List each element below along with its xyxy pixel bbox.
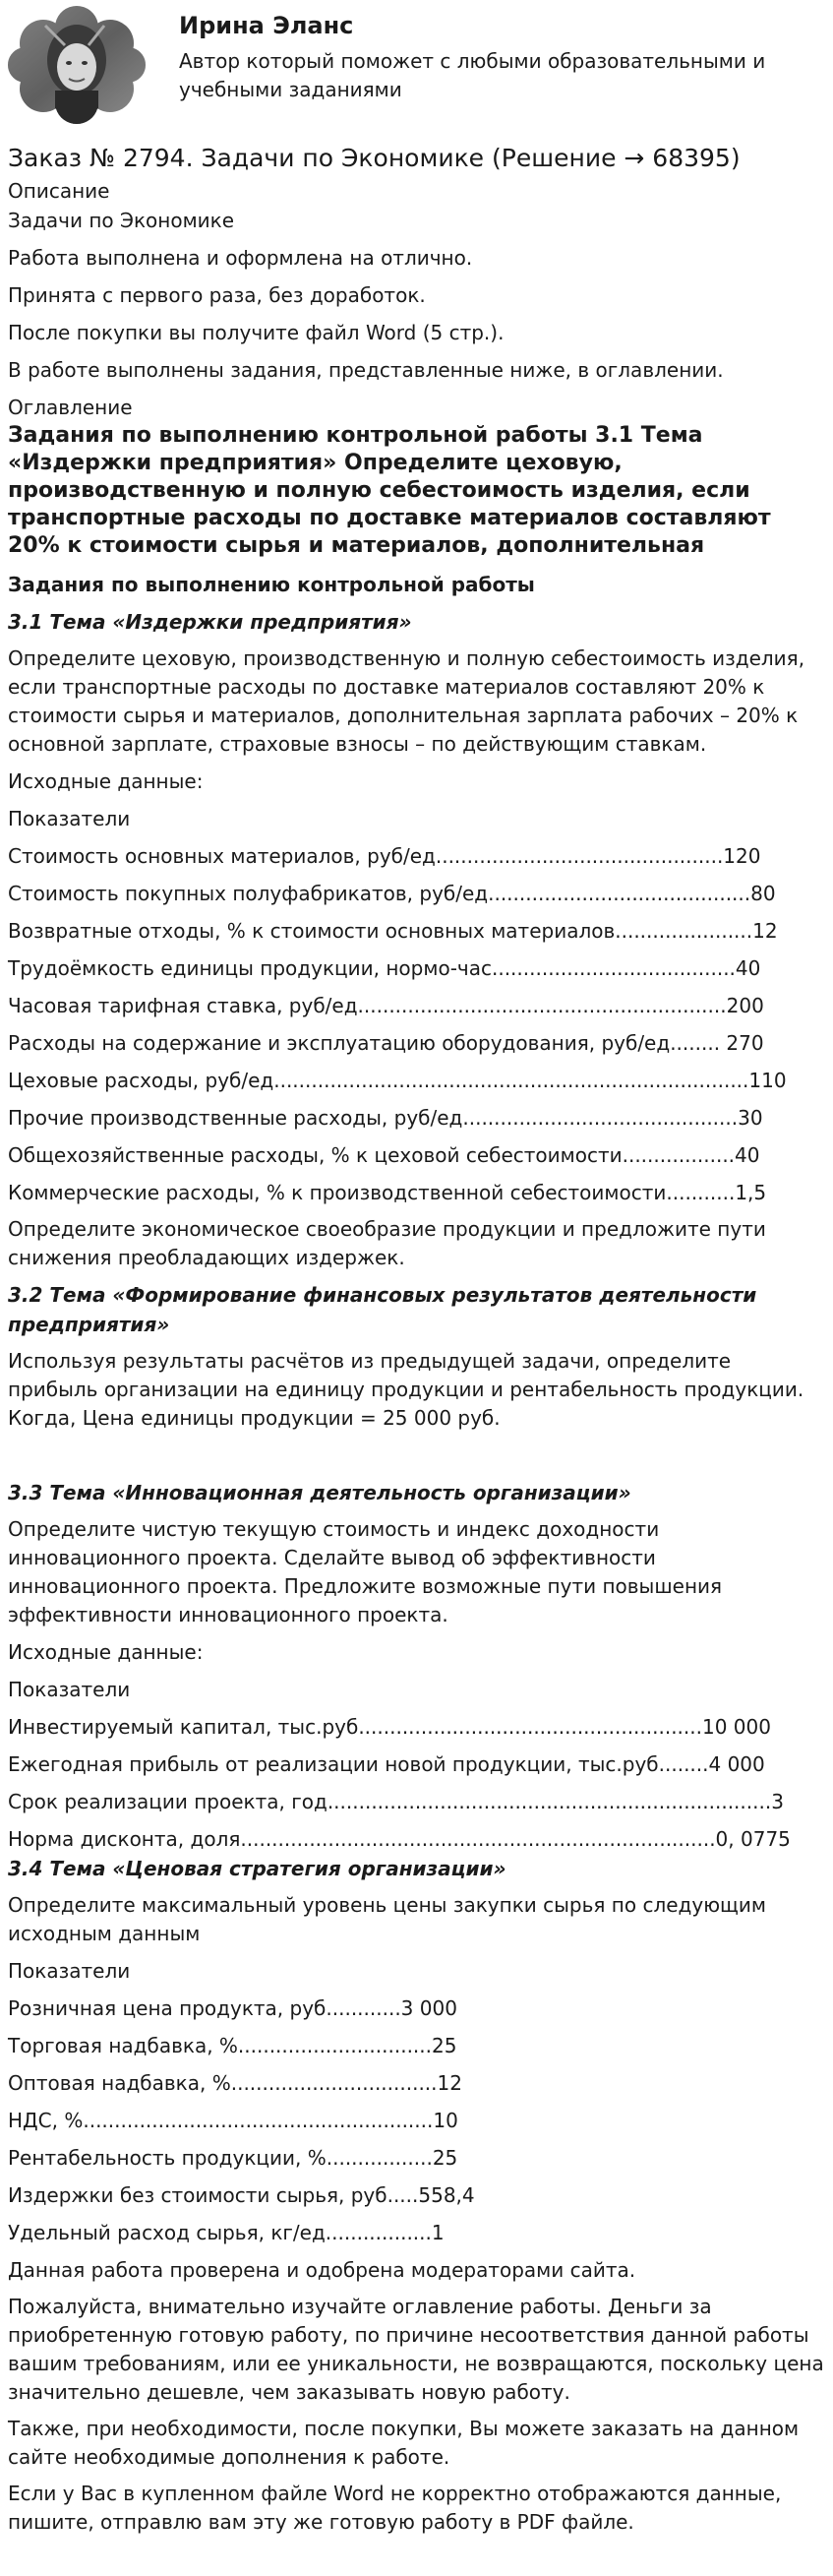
toc-heading: Задания по выполнению контрольной работы 3.1 Тема «Издержки предприятия» Определите цеховую, производственную и полную себестоимость изделия, если транспортные расходы по доставке материалов составляют 20% к стоимости сырья и материалов, дополнительная xyxy=(8,423,771,558)
topic-3-1-task: Определите цеховую, производственную и полную себестоимость изделия, если транспортные расходы по доставке материалов составляют 20% к стоимости сырья и материалов, дополнительная зарплата рабочих – 20% к основной зарплате, страховые взносы – по действующим ставкам. xyxy=(8,646,805,756)
topic-3-4-title: 3.4 Тема «Ценовая стратегия организации» xyxy=(8,1857,506,1880)
description-label: Описание xyxy=(8,179,110,203)
order-title: Заказ № 2794. Задачи по Экономике (Решение → 68395) xyxy=(8,144,741,172)
source-data-label: Исходные данные: xyxy=(8,1640,204,1664)
indicator-row: Прочие производственные расходы, руб/ед............................................30 xyxy=(8,1106,763,1130)
description-subject: Задачи по Экономике xyxy=(8,209,235,232)
author-description: Автор который поможет с любыми образовательными и учебными заданиями xyxy=(179,49,766,101)
source-data-label: Исходные данные: xyxy=(8,769,204,793)
order-content xyxy=(8,141,824,2545)
topic-3-3-title: 3.3 Тема «Инновационная деятельность организации» xyxy=(8,1481,631,1504)
topic-3-4-task: Определите максимальный уровень цены закупки сырья по следующим исходным данным xyxy=(8,1893,766,1945)
indicator-row: Торговая надбавка, %...............................25 xyxy=(8,2034,457,2057)
indicator-row: Цеховые расходы, руб/ед............................................................................110 xyxy=(8,1069,787,1092)
indicator-row: Ежегодная прибыль от реализации новой продукции, тыс.руб........4 000 xyxy=(8,1752,765,1776)
indicator-row: Стоимость покупных полуфабрикатов, руб/ед..........................................80 xyxy=(8,882,776,905)
author-avatar[interactable] xyxy=(6,6,148,124)
indicator-row: Инвестируемый капитал, тыс.руб.......................................................10 000 xyxy=(8,1715,771,1739)
footer-line: Если у Вас в купленном файле Word не корректно отображаются данные, пишите, отправлю вам эту же готовую работу в PDF файле. xyxy=(8,2482,782,2534)
indicator-row: Возвратные отходы, % к стоимости основных материалов......................12 xyxy=(8,919,778,943)
toc-label: Оглавление xyxy=(8,396,133,419)
indicator-row: Расходы на содержание и эксплуатацию оборудования, руб/ед........ 270 xyxy=(8,1031,764,1055)
indicator-row: Стоимость основных материалов, руб/ед..............................................120 xyxy=(8,844,761,868)
topic-3-1-title: 3.1 Тема «Издержки предприятия» xyxy=(8,610,412,634)
indicator-row: Удельный расход сырья, кг/ед.................1 xyxy=(8,2221,445,2244)
footer-line: Также, при необходимости, после покупки, Вы можете заказать на данном сайте необходимые дополнения к работе. xyxy=(8,2417,800,2469)
description-line: После покупки вы получите файл Word (5 стр.). xyxy=(8,321,505,344)
indicator-row: Издержки без стоимости сырья, руб.....558,4 xyxy=(8,2183,475,2207)
indicators-label: Показатели xyxy=(8,1959,131,1983)
topic-3-1-conclusion: Определите экономическое своеобразие продукции и предложите пути снижения преобладающих издержек. xyxy=(8,1217,766,1269)
indicator-row: Розничная цена продукта, руб............3 000 xyxy=(8,1996,457,2020)
indicator-row: Часовая тарифная ставка, руб/ед...........................................................200 xyxy=(8,994,764,1017)
indicator-row: Оптовая надбавка, %.................................12 xyxy=(8,2071,462,2095)
description-line: Работа выполнена и оформлена на отлично. xyxy=(8,246,473,270)
topic-3-2-task: Используя результаты расчётов из предыдущей задачи, определите прибыль организации на единицу продукции и рентабельность продукции. Когда, Цена единицы продукции = 25 000 руб. xyxy=(8,1349,804,1430)
footer-line: Пожалуйста, внимательно изучайте оглавление работы. Деньги за приобретенную готовую работу, по причине несоответствия данной работы вашим требованиям, или ее уникальности, не возвращаются, поскольку цена значительно дешевле, чем заказывать новую работу. xyxy=(8,2295,824,2404)
indicators-label: Показатели xyxy=(8,1678,131,1701)
indicators-label: Показатели xyxy=(8,807,131,830)
topic-3-2-title: 3.2 Тема «Формирование финансовых результатов деятельности предприятия» xyxy=(8,1283,757,1336)
indicator-row: НДС, %........................................................10 xyxy=(8,2109,458,2132)
author-name[interactable]: Ирина Эланс xyxy=(179,12,354,39)
section-title: Задания по выполнению контрольной работы xyxy=(8,573,535,596)
indicator-row: Коммерческие расходы, % к производственной себестоимости...........1,5 xyxy=(8,1181,767,1204)
author-header xyxy=(0,0,833,143)
indicator-row: Рентабельность продукции, %.................25 xyxy=(8,2146,458,2170)
indicator-row: Общехозяйственные расходы, % к цеховой себестоимости..................40 xyxy=(8,1143,760,1167)
footer-line: Данная работа проверена и одобрена модераторами сайта. xyxy=(8,2258,636,2282)
indicator-row: Норма дисконта, доля............................................................................0, 0775 xyxy=(8,1827,791,1851)
indicator-row: Трудоёмкость единицы продукции, нормо-час.......................................40 xyxy=(8,956,761,980)
spacer xyxy=(8,1441,824,1478)
indicator-row: Срок реализации проекта, год.......................................................................3 xyxy=(8,1790,784,1813)
topic-3-3-task: Определите чистую текущую стоимость и индекс доходности инновационного проекта. Сделайте вывод об эффективности инновационного проекта. Предложите возможные пути повышения эффективности инновационного проекта. xyxy=(8,1517,723,1626)
description-line: В работе выполнены задания, представленные ниже, в оглавлении. xyxy=(8,358,724,382)
description-line: Принята с первого раза, без доработок. xyxy=(8,283,426,307)
